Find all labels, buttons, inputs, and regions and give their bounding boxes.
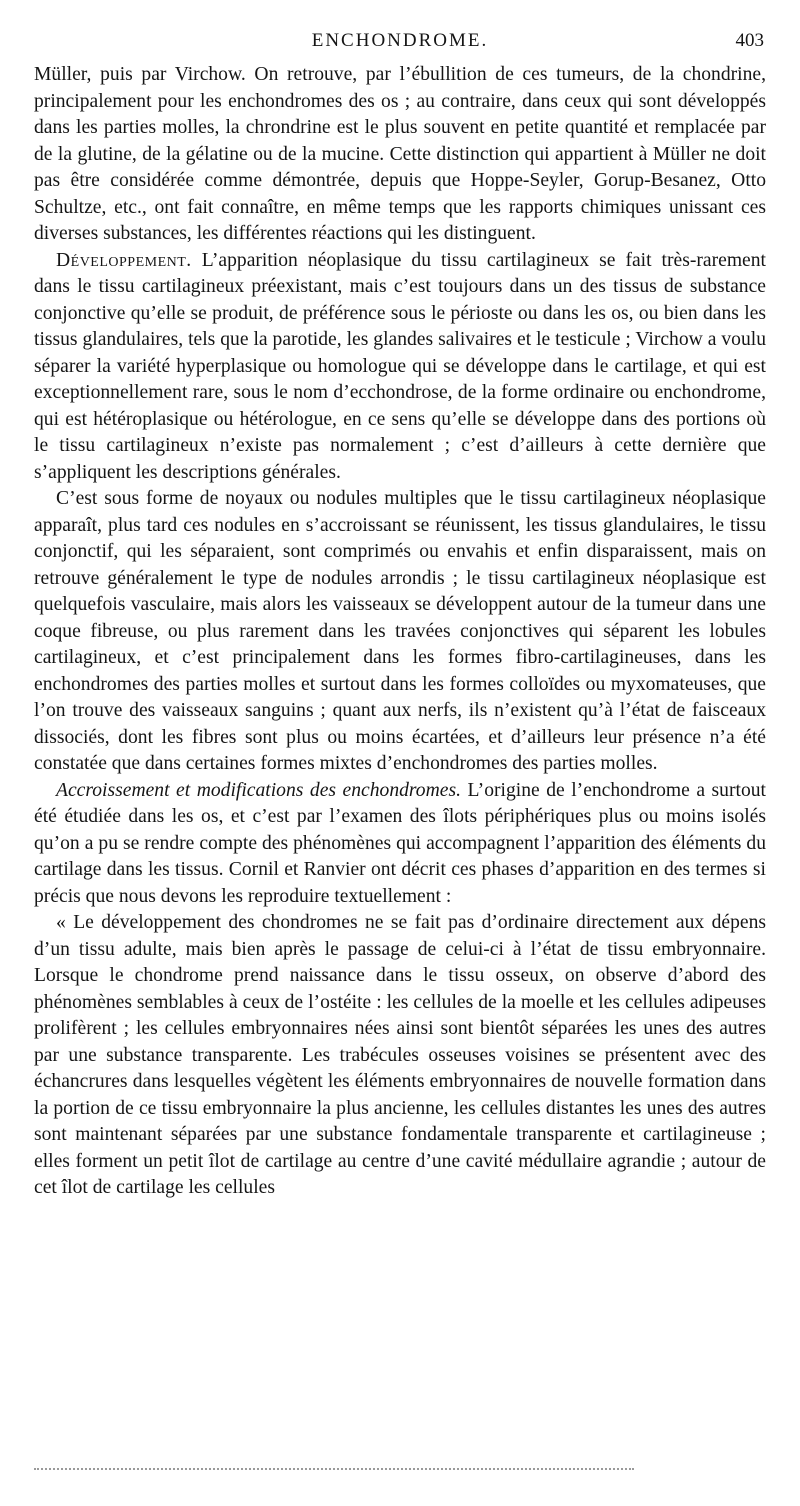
section-heading-developpement: Développement.	[56, 249, 192, 271]
body-text	[34, 62, 766, 1202]
paragraph-4-text: L’origine de l’enchondrome a surtout été étudiée dans les os, et c’est par l’examen des îlots périphériques plus ou moins isolés qu’on a pu se rendre compte des phénomènes qui accompagnent l’apparition des éléments du cartilage dans les tissus. Cornil et Ranvier ont décrit ces phases d’apparition en des termes si précis que nous devons les reproduire textuellement :	[34, 779, 766, 907]
paragraph-5-quotation: « Le développement des chondromes ne se fait pas d’ordinaire directement aux dépens d’un tissu adulte, mais bien après le passage de celui-ci à l’état de tissu embryonnaire. Lorsque le chondrome prend naissance dans le tissu osseux, on observe d’abord des phénomènes semblables à ceux de l’ostéite : les cellules de la moelle et les cellules adipeuses prolifèrent ; les cellules embryonnaires nées ainsi sont bientôt séparées les unes des autres par une substance transparente. Les trabécules osseuses voisines se présentent avec des échancrures dans lesquelles végètent les éléments embryonnaires de nouvelle formation dans la portion de ce tissu embryonnaire la plus ancienne, les cellules distantes les unes des autres sont maintenant séparées par une substance fondamentale transparente et cartilagineuse ; elles forment un petit îlot de cartilage au centre d’une cavité médullaire agrandie ; autour de cet îlot de cartilage les cellules	[34, 912, 766, 1198]
paragraph-3: C’est sous forme de noyaux ou nodules multiples que le tissu cartilagineux néoplasique apparaît, plus tard ces nodules en s’accroissant se réunissent, les tissus glandulaires, le tissu conjonctif, qui les séparaient, sont comprimés ou envahis et enfin disparaissent, mais on retrouve généralement le type de nodules arrondis ; le tissu cartilagineux néoplasique est quelquefois vasculaire, mais alors les vaisseaux se développent autour de la tumeur dans une coque fibreuse, ou plus rarement dans les travées conjonctives qui séparent les lobules cartilagineux, et c’est principalement dans les formes fibro-cartilagineuses, dans les enchondromes des parties molles et surtout dans les formes colloïdes ou myxomateuses, que l’on trouve des vaisseaux sanguins ; quant aux nerfs, ils n’existent qu’à l’état de faisceaux dissociés, dont les fibres sont plus ou moins écartées, et d’ailleurs leur présence n’a été constatée que dans certaines formes mixtes d’enchondromes des parties molles.	[34, 488, 766, 774]
paragraph-1: Müller, puis par Virchow. On retrouve, par l’ébullition de ces tumeurs, de la chondrine, principalement pour les enchondromes des os ; au contraire, dans ceux qui sont développés dans les parties molles, la chrondrine est le plus souvent en petite quantité et remplacée par de la glutine, de la gélatine ou de la mucine. Cette distinction qui appartient à Müller ne doit pas être considérée comme démontrée, depuis que Hoppe-Seyler, Gorup-Besanez, Otto Schultze, etc., ont fait connaître, en même temps que les rapports chimiques unissant ces diverses substances, les différentes réactions qui les distinguent.	[34, 64, 766, 244]
running-title: ENCHONDROME.	[311, 30, 489, 51]
section-heading-accroissement: Accroissement et modifications des enchondromes.	[56, 779, 461, 801]
page-header	[34, 30, 766, 58]
page-number: 403	[735, 30, 764, 51]
footer-dotted-rule	[34, 1468, 634, 1470]
paragraph-2	[34, 248, 766, 487]
paragraph-4	[34, 778, 766, 911]
paragraph-2-text: L’apparition néoplasique du tissu cartilagineux se fait très-rarement dans le tissu cartilagineux préexistant, mais c’est toujours dans un des tissus de substance conjonctive qu’elle se produit, de préférence sous le périoste ou dans les os, ou bien dans les tissus glandulaires, tels que la parotide, les glandes salivaires et le testicule ; Virchow a voulu séparer la variété hyperplasique ou homologue qui se développe dans le cartilage, et qui est exceptionnellement rare, sous le nom d’ecchondrose, de la forme ordinaire ou enchondrome, qui est hétéroplasique ou hétérologue, en ce sens qu’elle se développe dans des portions où le tissu cartilagineux n’existe pas normalement ; c’est d’ailleurs à cette dernière que s’appliquent les descriptions générales.	[34, 249, 766, 483]
